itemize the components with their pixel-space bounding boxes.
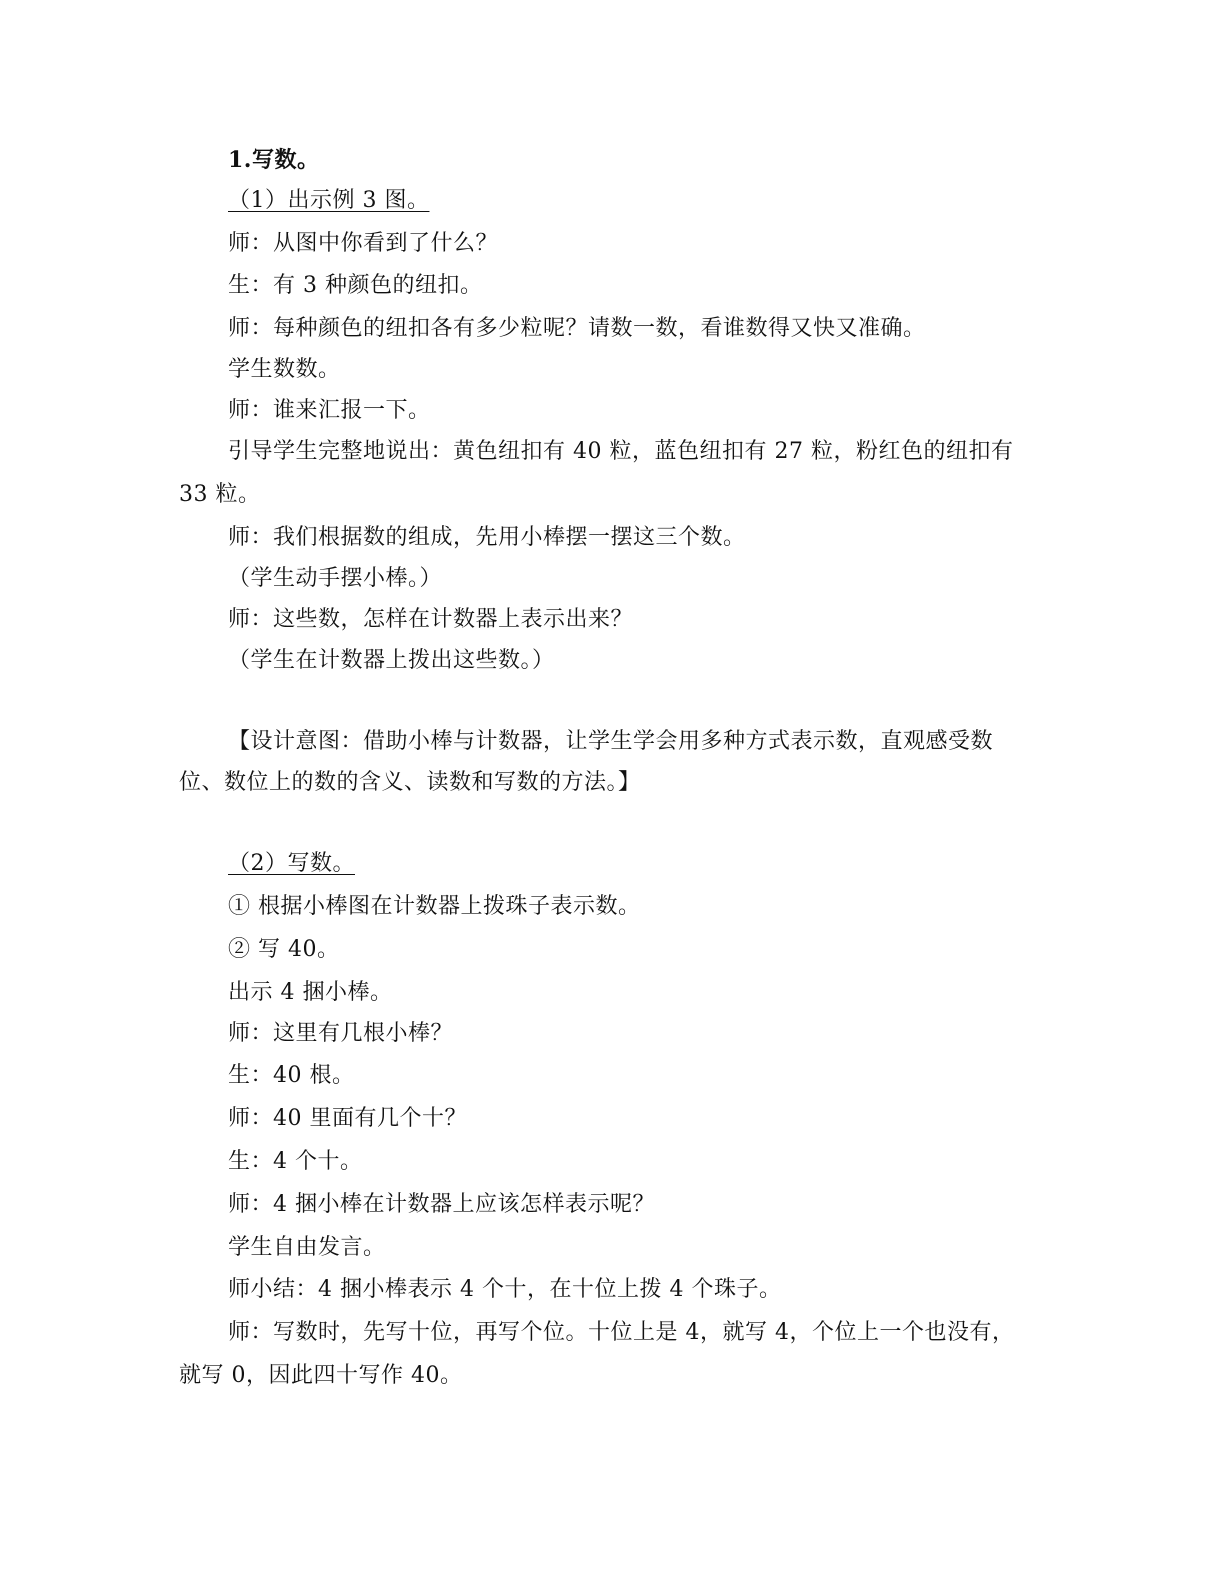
paragraph-line: 师：谁来汇报一下。 xyxy=(228,398,431,423)
subheading-example-text: （1）出示例 3 图。 xyxy=(228,188,430,213)
paragraph-line: 师：从图中你看到了什么？ xyxy=(228,231,499,256)
paragraph-line: （学生动手摆小棒。） xyxy=(228,566,443,591)
paragraph-line: 学生数数。 xyxy=(228,357,341,382)
paragraph-line: 师：写数时，先写十位，再写个位。十位上是 4，就写 4，个位上一个也没有， xyxy=(228,1320,1015,1345)
paragraph-line: 师：这些数，怎样在计数器上表示出来？ xyxy=(228,607,634,632)
paragraph-line: 师：4 捆小棒在计数器上应该怎样表示呢？ xyxy=(228,1192,655,1217)
paragraph-line: 学生自由发言。 xyxy=(228,1235,386,1260)
paragraph-line: ① 根据小棒图在计数器上拨珠子表示数。 xyxy=(228,894,641,919)
design-intent-line: 【设计意图：借助小棒与计数器，让学生学会用多种方式表示数，直观感受数 xyxy=(228,729,994,754)
paragraph-line: 生：4 个十。 xyxy=(228,1149,363,1174)
paragraph-line: 33 粒。 xyxy=(179,482,261,507)
paragraph-line: 出示 4 捆小棒。 xyxy=(228,980,393,1005)
paragraph-line: 师：每种颜色的纽扣各有多少粒呢？请数一数，看谁数得又快又准确。 xyxy=(228,316,926,341)
subheading-write-numbers xyxy=(228,849,365,879)
paragraph-line: 师小结：4 捆小棒表示 4 个十，在十位上拨 4 个珠子。 xyxy=(228,1277,782,1302)
paragraph-line: 引导学生完整地说出：黄色纽扣有 40 粒，蓝色纽扣有 27 粒，粉红色的纽扣有 xyxy=(228,439,1014,464)
design-intent-line: 位、数位上的数的含义、读数和写数的方法。】 xyxy=(179,770,641,795)
paragraph-line: （学生在计数器上拨出这些数。） xyxy=(228,648,555,673)
section-heading: 1.写数。 xyxy=(228,147,320,173)
paragraph-line: ② 写 40。 xyxy=(228,937,340,962)
paragraph-line: 师：这里有几根小棒？ xyxy=(228,1021,454,1046)
paragraph-line: 师：我们根据数的组成，先用小棒摆一摆这三个数。 xyxy=(228,525,746,550)
paragraph-line: 生：40 根。 xyxy=(228,1063,355,1088)
paragraph-line: 师：40 里面有几个十？ xyxy=(228,1106,467,1131)
subheading-example xyxy=(228,186,439,216)
subheading-write-numbers-text: （2）写数。 xyxy=(228,851,355,876)
paragraph-line: 就写 0，因此四十写作 40。 xyxy=(179,1363,463,1388)
paragraph-line: 生：有 3 种颜色的纽扣。 xyxy=(228,273,483,298)
